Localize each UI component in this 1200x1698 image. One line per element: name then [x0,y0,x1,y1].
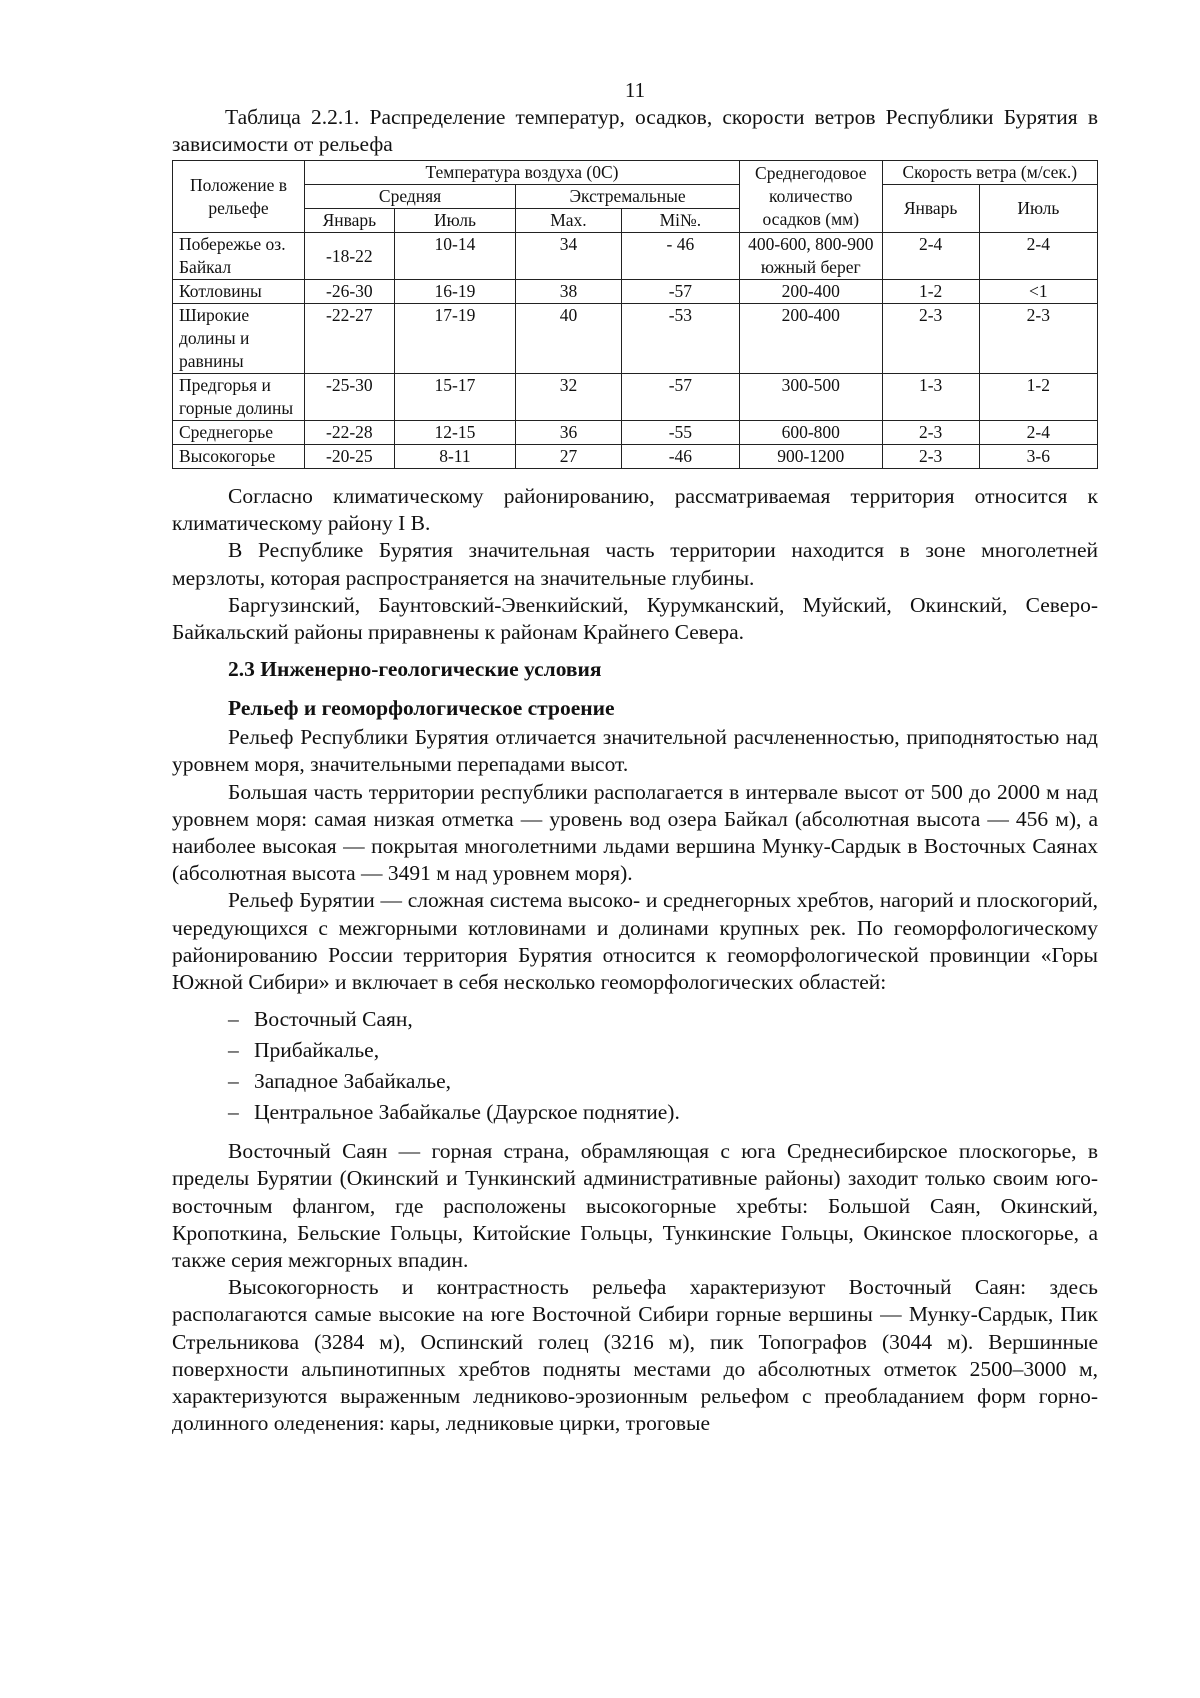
cell-max: 40 [516,304,622,374]
table-row [173,421,1098,445]
page-content [172,78,1098,1437]
cell-min: - 46 [621,233,739,280]
climate-region-paragraph: Согласно климатическому районированию, рассматриваемая территория относится к климатическому району I В. [172,484,1098,536]
cell-max: 32 [516,374,622,421]
cell-min: -57 [621,280,739,304]
cell-position: Котловины [173,280,305,304]
cell-jul: 12-15 [394,421,515,445]
cell-precip: 900-1200 [740,445,883,469]
table-row [173,374,1098,421]
climate-table [172,160,1098,469]
cell-position: Предгорья и горные долины [173,374,305,421]
table-row [173,304,1098,374]
cell-jul: 16-19 [394,280,515,304]
cell-precip: 300-500 [740,374,883,421]
header-max: Max. [516,209,622,233]
header-wind-jul: Июль [979,185,1097,233]
cell-precip: 200-400 [740,280,883,304]
header-jan: Январь [304,209,394,233]
header-air-temp: Температура воздуха (0С) [304,161,739,185]
table-caption: Таблица 2.2.1. Распределение температур, осадков, скорости ветров Республики Бурятия в зависимости от рельефа [172,105,1098,156]
header-position: Положение в рельефе [173,161,305,233]
cell-wind-jan: 2-4 [882,233,979,280]
table-row [173,233,1098,280]
far-north-paragraph: Баргузинский, Баунтовский-Эвенкийский, Курумканский, Муйский, Окинский, Северо-Байкальский районы приравнены к районам Крайнего Севера. [172,592,1098,645]
cell-max: 34 [516,233,622,280]
cell-wind-jul: 2-4 [979,233,1097,280]
cell-max: 36 [516,421,622,445]
highland-paragraph: Высокогорность и контрастность рельефа характеризуют Восточный Саян: здесь располагаются самые высокие на юге Восточной Сибири горные вершины — Мунку-Сардык, Пик Стрельникова (3284 м), Оспинский голец (3216 м), пик Топографов (3044 м). Вершинные поверхности альпинотипных хребтов подняты местами до абсолютных отметок 2500–3000 м, характеризуются выраженным ледниково-эрозионным рельефом с преобладанием форм горно-долинного оледенения: кары, ледниковые цирки, троговые [172,1275,1098,1436]
list-item: – Западное Забайкалье, [228,1066,1098,1097]
cell-jul: 8-11 [394,445,515,469]
cell-jan: -22-27 [304,304,394,374]
header-min: Mi№. [621,209,739,233]
list-item: – Центральное Забайкалье (Даурское поднятие). [228,1097,1098,1128]
cell-jan: -25-30 [304,374,394,421]
cell-jan: -18-22 [304,233,394,280]
cell-wind-jul: <1 [979,280,1097,304]
table-row [173,445,1098,469]
cell-precip: 400-600, 800-900 южный берег [740,233,883,280]
cell-wind-jan: 2-3 [882,445,979,469]
table-row [173,280,1098,304]
cell-jul: 17-19 [394,304,515,374]
cell-wind-jul: 1-2 [979,374,1097,421]
cell-wind-jul: 2-3 [979,304,1097,374]
header-jul: Июль [394,209,515,233]
permafrost-paragraph: В Республике Бурятия значительная часть территории находится в зоне многолетней мерзлоты, которая распространяется на значительные глубины. [172,538,1098,590]
header-extreme: Экстремальные [516,185,740,209]
cell-min: -55 [621,421,739,445]
cell-jan: -20-25 [304,445,394,469]
subsection-heading: Рельеф и геоморфологическое строение [228,696,615,721]
cell-position: Среднегорье [173,421,305,445]
relief-paragraph: Рельеф Республики Бурятия отличается значительной расчлененностью, приподнятостью над уровнем моря, значительными перепадами высот. [172,725,1098,777]
cell-position: Высокогорье [173,445,305,469]
cell-wind-jan: 2-3 [882,304,979,374]
list-item: – Восточный Саян, [228,1004,1098,1035]
cell-wind-jul: 3-6 [979,445,1097,469]
cell-max: 38 [516,280,622,304]
header-average: Средняя [304,185,515,209]
list-item: – Прибайкалье, [228,1035,1098,1066]
cell-precip: 600-800 [740,421,883,445]
cell-position: Побережье оз. Байкал [173,233,305,280]
cell-wind-jan: 1-2 [882,280,979,304]
cell-wind-jul: 2-4 [979,421,1097,445]
cell-min: -46 [621,445,739,469]
page-number: 11 [624,78,646,102]
cell-jul: 10-14 [394,233,515,280]
cell-min: -57 [621,374,739,421]
east-sayan-paragraph: Восточный Саян — горная страна, обрамляющая с юга Среднесибирское плоскогорье, в пределы Бурятии (Окинский и Тункинский административные районы) заходит только своим юго-восточным флангом, где расположены высокогорные хребты: Большой Саян, Окинский, Кропоткина, Бельские Гольцы, Китойские Гольцы, Тункинские Гольцы, Окинское плоскогорье, а также серия межгорных впадин. [172,1139,1098,1273]
header-wind-jan: Январь [882,185,979,233]
cell-min: -53 [621,304,739,374]
cell-jan: -26-30 [304,280,394,304]
cell-jan: -22-28 [304,421,394,445]
regions-list [172,1004,1098,1128]
header-precip: Среднегодовое количество осадков (мм) [740,161,883,233]
header-wind: Скорость ветра (м/сек.) [882,161,1097,185]
cell-position: Широкие долины и равнины [173,304,305,374]
cell-jul: 15-17 [394,374,515,421]
relief-paragraph: Рельеф Бурятии — сложная система высоко- и среднегорных хребтов, нагорий и плоскогорий, чередующихся с межгорными котловинами и долинами крупных рек. По геоморфологическому районированию России территория Бурятия относится к геоморфологической провинции «Горы Южной Сибири» и включает в себя несколько геоморфологических областей: [172,888,1098,995]
cell-precip: 200-400 [740,304,883,374]
cell-wind-jan: 1-3 [882,374,979,421]
cell-max: 27 [516,445,622,469]
cell-wind-jan: 2-3 [882,421,979,445]
relief-paragraph: Большая часть территории республики располагается в интервале высот от 500 до 2000 м над уровнем моря: самая низкая отметка — уровень вод озера Байкал (абсолютная высота — 456 м), а наиболее высокая — покрытая многолетними льдами вершина Мунку-Сардык в Восточных Саянах (абсолютная высота — 3491 м над уровнем моря). [172,779,1098,886]
section-heading: 2.3 Инженерно-геологические условия [228,657,602,682]
